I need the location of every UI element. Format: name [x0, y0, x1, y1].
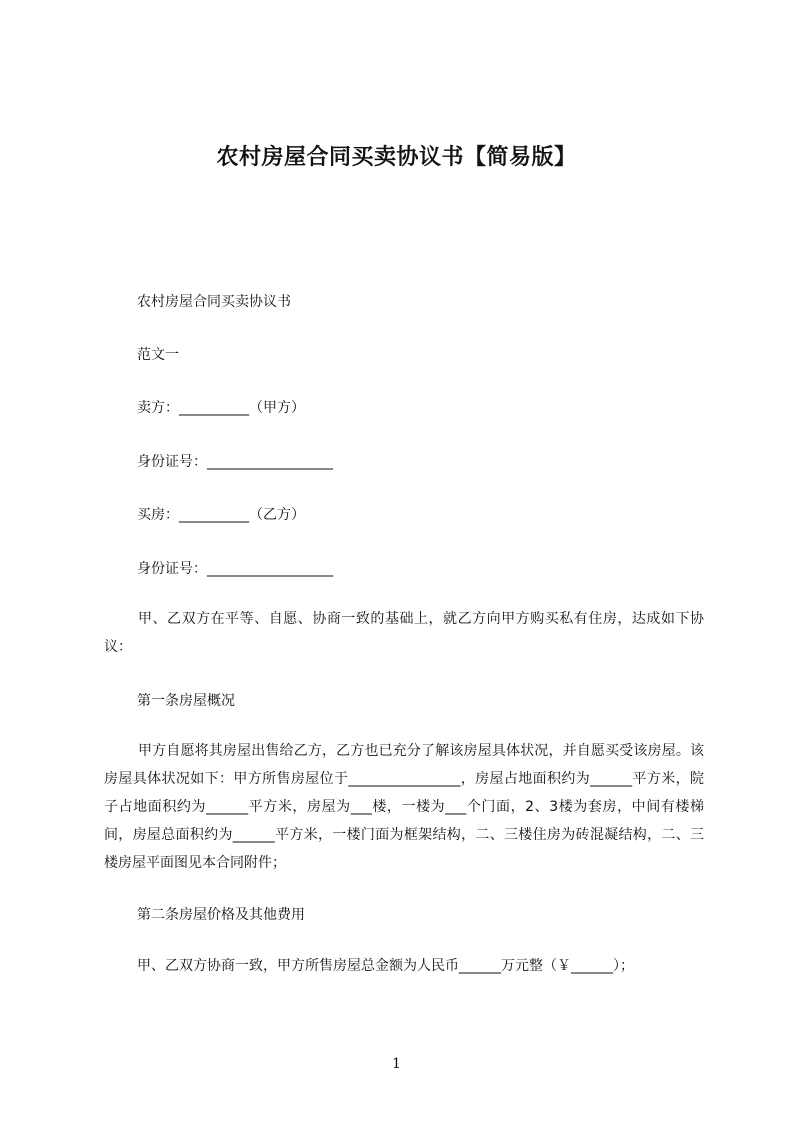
- buyer-id-line: 身份证号：__________________: [137, 561, 333, 577]
- buyer-line: 买房：__________（乙方）: [137, 507, 305, 523]
- article2-paragraph: 甲、乙双方协商一致，甲方所售房屋总金额为人民币______万元整（￥______）；: [137, 958, 634, 974]
- sample-label: 范文一: [137, 347, 179, 363]
- seller-line: 卖方：__________（甲方）: [137, 400, 305, 416]
- article2-heading: 第二条房屋价格及其他费用: [137, 907, 305, 923]
- page-number: 1: [392, 1056, 401, 1072]
- article1-paragraph: 甲方自愿将其房屋出售给乙方，乙方也已充分了解该房屋具体状况，并自愿买受该房屋。该房屋具体状况如下：甲方所售房屋位于________________，房屋占地面积约为______平方米，院子占地面积约为______平方米，房屋为___楼，一楼为___个门面，2、3楼为套房，中间有楼梯间，房屋总面积约为______平方米，一楼门面为框架结构，二、三楼住房为砖混凝结构，二、三楼房屋平面图见本合同附件；: [104, 743, 704, 871]
- intro-paragraph: 甲、乙双方在平等、自愿、协商一致的基础上，就乙方向甲方购买私有住房，达成如下协议：: [104, 611, 704, 655]
- article1-heading: 第一条房屋概况: [137, 693, 235, 709]
- document-subtitle: 农村房屋合同买卖协议书: [137, 294, 291, 310]
- document-title: 农村房屋合同买卖协议书【简易版】: [216, 145, 577, 170]
- seller-id-line: 身份证号：__________________: [137, 454, 333, 470]
